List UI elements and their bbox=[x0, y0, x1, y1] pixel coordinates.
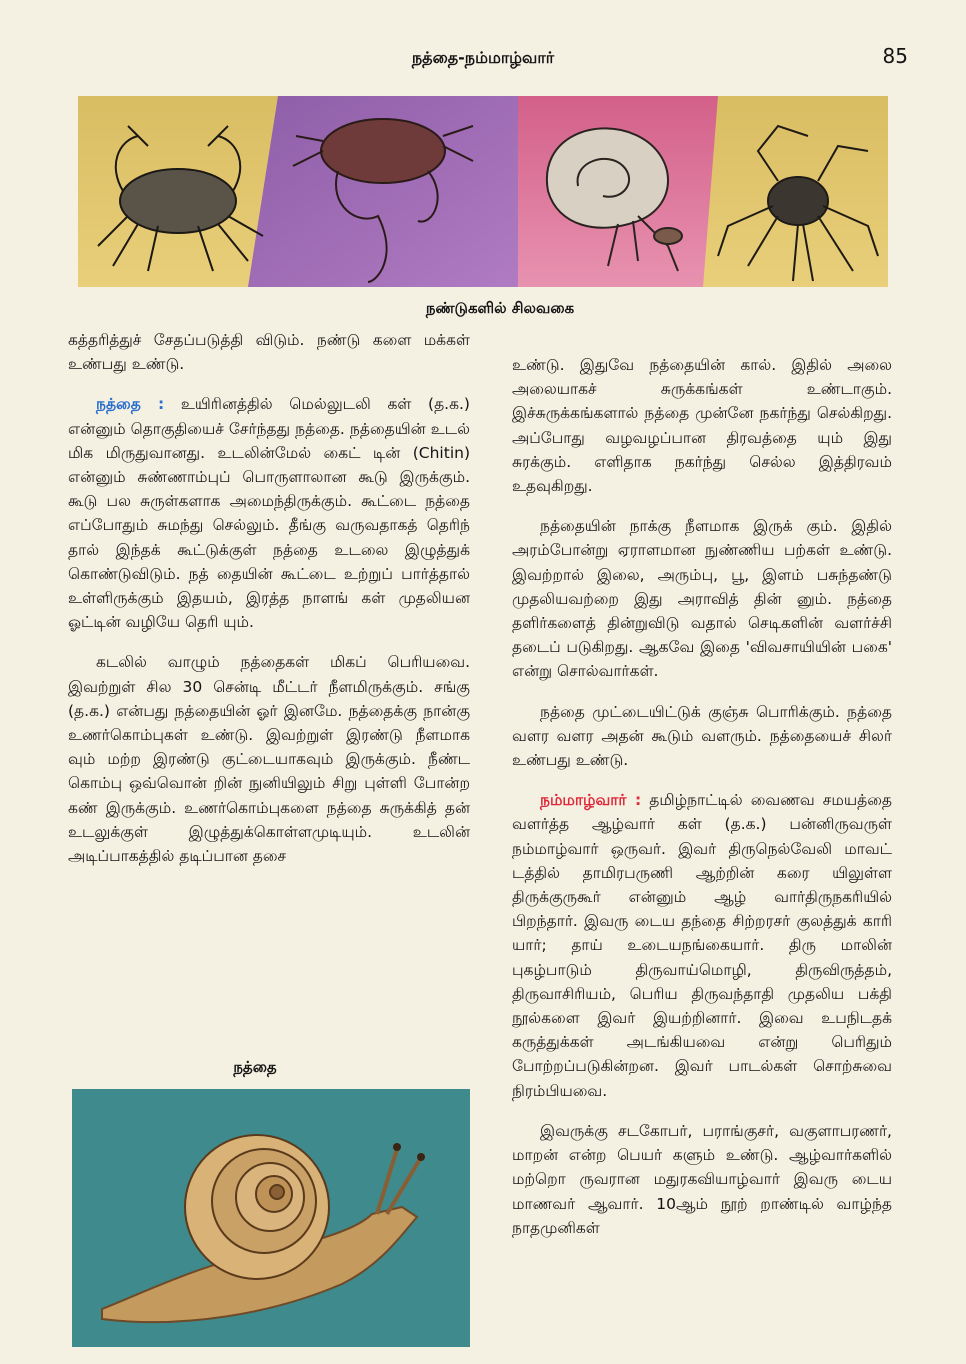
snail-shell bbox=[185, 1135, 329, 1279]
running-title: நத்தை-நம்மாழ்வார் bbox=[411, 48, 555, 67]
left-column bbox=[68, 328, 470, 884]
paragraph: உண்டு. இதுவே நத்தையின் கால். இதில் அலை அலையாகச் சுருக்கங்கள் உண்டாகும். இச்சுருக்கங்களால் நத்தை முன்னே நகர்ந்து செல்கிறது. அப்போது வழவழப்பான திரவத்தை யும் இது சுரக்கும். எளிதாக நகர்ந்து செல்ல இத்திரவம் உதவுகிறது. bbox=[512, 356, 892, 496]
paragraph-text: தமிழ்நாட்டில் வைணவ சமயத்தை வளர்த்த ஆழ்வார் கள் (த.க.) பன்னிருவருள் நம்மாழ்வார் ஒருவர். இவர் திருநெல்வேலி மாவட் டத்தில் தாமிரபருணி ஆற்றின் கரை யிலுள்ள திருக்குருகூர் என்னும் ஆழ் வார்திருநகரியில் பிறந்தார். இவரு டைய தந்தை சிற்றரசர் குலத்துக் காரி யார்; தாய் உடையநங்கையார். திரு மாலின் புகழ்பாடும் திருவாய்மொழி, திருவிருத்தம், திருவாசிரியம், பெரிய திருவந்தாதி முதலிய பக்தி நூல்களை இவர் இயற்றினார். இவை உபநிடதக் கருத்துக்கள் அடங்கியவை என்று பெரிதும் போற்றப்படுகின்றன. இவர் பாடல்கள் சொற்சுவை நிரம்பியவை. bbox=[512, 791, 892, 1100]
crabs-caption: நண்டுகளில் சிலவகை bbox=[425, 299, 575, 317]
paragraph: நத்தையின் நாக்கு நீளமாக இருக் கும். இதில் அரம்போன்று ஏராளமான நுண்ணிய பற்கள் உண்டு. இவற்றால் இலை, அரும்பு, பூ, இளம் பசுந்தண்டு முதலியவற்றை இது அராவித் தின் னும். நத்தை தளிர்களைத் தின்றுவிடு வதால் செடிகளின் வளர்ச்சி தடைப் படுகிறது. ஆகவே இதை 'விவசாயியின் பகை' என்று சொல்வார்கள். bbox=[512, 517, 892, 681]
snail-illustration bbox=[72, 1089, 470, 1347]
paragraph: கடலில் வாழும் நத்தைகள் மிகப் பெரியவை. இவற்றுள் சில 30 சென்டி மீட்டர் நீளமிருக்கும். சங்கு (த.க.) என்பது நத்தையின் ஓர் இனமே. நத்தைக்கு நான்கு உணர்கொம்புகள் உண்டு. இவற்றுள் இரண்டு நீளமாக வும் மற்ற இரண்டு குட்டையாகவும் இருக்கும். நீண்ட கொம்பு ஒவ்வொன் றின் நுனியிலும் சிறு புள்ளி போன்ற கண் இருக்கும். உணர்கொம்புகளை நத்தை சுருக்கித் தன் உடலுக்குள் இழுத்துக்கொள்ளமுடியும். உடலின் அடிப்பாகத்தில் தடிப்பான தசை bbox=[68, 653, 470, 866]
paragraph: கத்தரித்துச் சேதப்படுத்தி விடும். நண்டு களை மக்கள் உண்பது உண்டு. bbox=[68, 331, 470, 374]
paragraph-text: உயிரினத்தில் மெல்லுடலி கள் (த.க.) என்னும் தொகுதியைச் சேர்ந்தது நத்தை. நத்தையின் உடல் மிக மிருதுவானது. உடலின்மேல் கைட் டின் (Chitin) என்னும் சுண்ணாம்புப் பொருளாலான கூடு இருக்கும். கூடு பல சுருள்களாக அமைந்திருக்கும். கூட்டை நத்தை எப்போதும் சுமந்து செல்லும். தீங்கு வருவதாகத் தெரிந் தால் இந்தக் கூட்டுக்குள் நத்தை உடலை இழுத்துக் கொண்டுவிடும். நத் தையின் கூட்டை உற்றுப் பார்த்தால் உள்ளிருக்கும் இதயம், இரத்த நாளங் கள் முதலியன ஓட்டின் வழியே தெரி யும். bbox=[68, 395, 470, 632]
paragraph-snail bbox=[68, 392, 470, 634]
snail-caption: நத்தை bbox=[233, 1058, 277, 1076]
paragraph: இவருக்கு சடகோபர், பராங்குசர், வகுளாபரணர், மாறன் என்ற பெயர் களும் உண்டு. ஆழ்வார்களில் மற்றொ ருவரான மதுரகவியாழ்வார் இவரு டைய மாணவர் ஆவார். 10ஆம் நூற் றாண்டில் வாழ்ந்த நாதமுனிகள் bbox=[512, 1121, 892, 1237]
paragraph-nammalvar bbox=[512, 788, 892, 1103]
page-number: 85 bbox=[882, 44, 908, 68]
term-nammalvar: நம்மாழ்வார் : bbox=[540, 791, 642, 810]
page-header bbox=[0, 44, 966, 78]
term-snail: நத்தை : bbox=[96, 395, 165, 414]
right-column bbox=[512, 353, 892, 1256]
paragraph: நத்தை முட்டையிட்டுக் குஞ்சு பொரிக்கும். நத்தை வளர வளர அதன் கூடும் வளரும். நத்தையைச் சிலர் உண்பது உண்டு. bbox=[512, 702, 892, 770]
crabs-illustration bbox=[78, 96, 888, 287]
